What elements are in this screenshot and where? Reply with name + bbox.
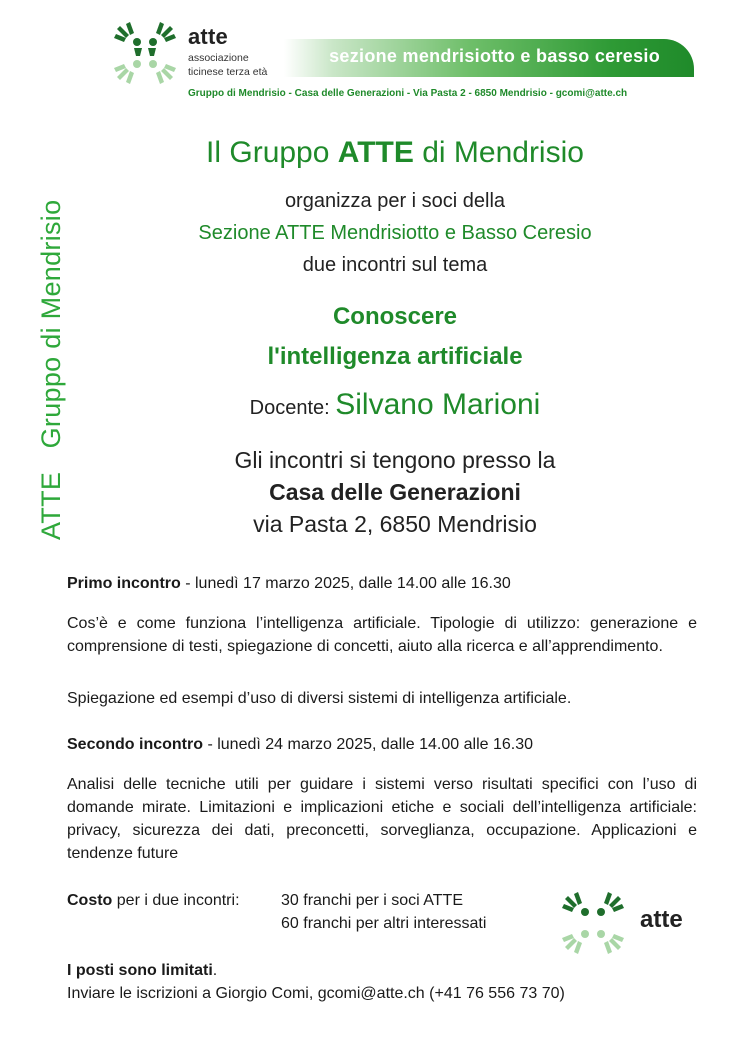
intro-line-3: due incontri sul tema bbox=[302, 254, 488, 276]
venue-block bbox=[80, 444, 710, 540]
first-meeting-desc-1: Cos’è e come funziona l’intelligenza artificiale. Tipologie di utilizzo: generazione e comprensione di testi, spiegazione di concetti, aiuto alla ricerca e all’apprendimento. bbox=[67, 615, 697, 655]
title-pre: Il Gruppo bbox=[206, 136, 338, 169]
first-meeting-desc-2: Spiegazione ed esempi d’uso di diversi sistemi di intelligenza artificiale. bbox=[67, 690, 572, 707]
register-line: Inviare le iscrizioni a Giorgio Comi, gcomi@atte.ch (+41 76 556 73 70) bbox=[67, 985, 565, 1002]
second-meeting-desc: Analisi delle tecniche utili per guidare i sistemi verso risultati specifici con l’uso di domande mirate. Limitazioni e implicazioni etiche e sociali dell’intelligenza artificiale: privacy, sicurezza dei dati, preconcetti, sorveglianza, occupazione. Applicazioni e tendenze future bbox=[67, 776, 697, 862]
footer-brand: atte bbox=[640, 906, 683, 933]
brand-block bbox=[188, 24, 267, 78]
limited-line: I posti sono limitati. bbox=[67, 962, 218, 979]
first-meeting-date: - lunedì 17 marzo 2025, dalle 14.00 alle 16.30 bbox=[180, 575, 511, 592]
limited-text: I posti sono limitati bbox=[67, 962, 213, 979]
teacher-name: Silvano Marioni bbox=[335, 388, 541, 421]
section-band-text: sezione mendrisiotto e basso ceresio bbox=[329, 46, 660, 66]
atte-footer-logo-icon bbox=[560, 890, 626, 956]
first-meeting-label: Primo incontro bbox=[67, 575, 181, 592]
venue-line-3: via Pasta 2, 6850 Mendrisio bbox=[253, 511, 537, 537]
title-bold: ATTE bbox=[337, 136, 414, 169]
header-address: Gruppo di Mendrisio - Casa delle Generazioni - Via Pasta 2 - 6850 Mendrisio - gcomi@atte.ch bbox=[188, 88, 628, 99]
brand-sub-2: ticinese terza età bbox=[188, 66, 268, 78]
cost-line-2: 60 franchi per altri interessati bbox=[281, 915, 487, 932]
brand-sub-1: associazione bbox=[188, 52, 249, 64]
second-meeting-date: - lunedì 24 marzo 2025, dalle 14.00 alle 16.30 bbox=[203, 736, 534, 753]
intro-line-2: Sezione ATTE Mendrisiotto e Basso Ceresio bbox=[198, 222, 592, 244]
atte-logo-icon bbox=[112, 20, 178, 86]
cost-label bbox=[67, 889, 281, 912]
venue-line-2 bbox=[80, 476, 710, 508]
venue-line-1: Gli incontri si tengono presso la bbox=[234, 447, 556, 473]
teacher-label: Docente: bbox=[249, 397, 336, 419]
footer-block bbox=[67, 959, 697, 1005]
intro-line-1: organizza per i soci della bbox=[284, 190, 506, 212]
venue-name: Casa delle Generazioni bbox=[269, 479, 521, 505]
cost-line-1: 30 franchi per i soci ATTE bbox=[281, 892, 463, 909]
brand-name: atte bbox=[188, 24, 228, 49]
second-meeting-label: Secondo incontro bbox=[67, 736, 203, 753]
first-meeting-line bbox=[67, 572, 697, 595]
topic-line-1: Conoscere bbox=[332, 303, 458, 330]
cost-label-bold: Costo bbox=[67, 892, 113, 909]
teacher-line bbox=[80, 388, 710, 422]
topic-heading bbox=[80, 297, 710, 377]
page-title bbox=[80, 136, 710, 170]
topic-line-2: l'intelligenza artificiale bbox=[267, 343, 523, 370]
cost-label-rest: per i due incontri: bbox=[112, 892, 240, 909]
second-meeting-line bbox=[67, 733, 697, 756]
side-vertical-text: ATTE Gruppo di Mendrisio bbox=[36, 199, 66, 540]
title-post: di Mendrisio bbox=[413, 136, 584, 169]
section-band bbox=[284, 39, 694, 77]
